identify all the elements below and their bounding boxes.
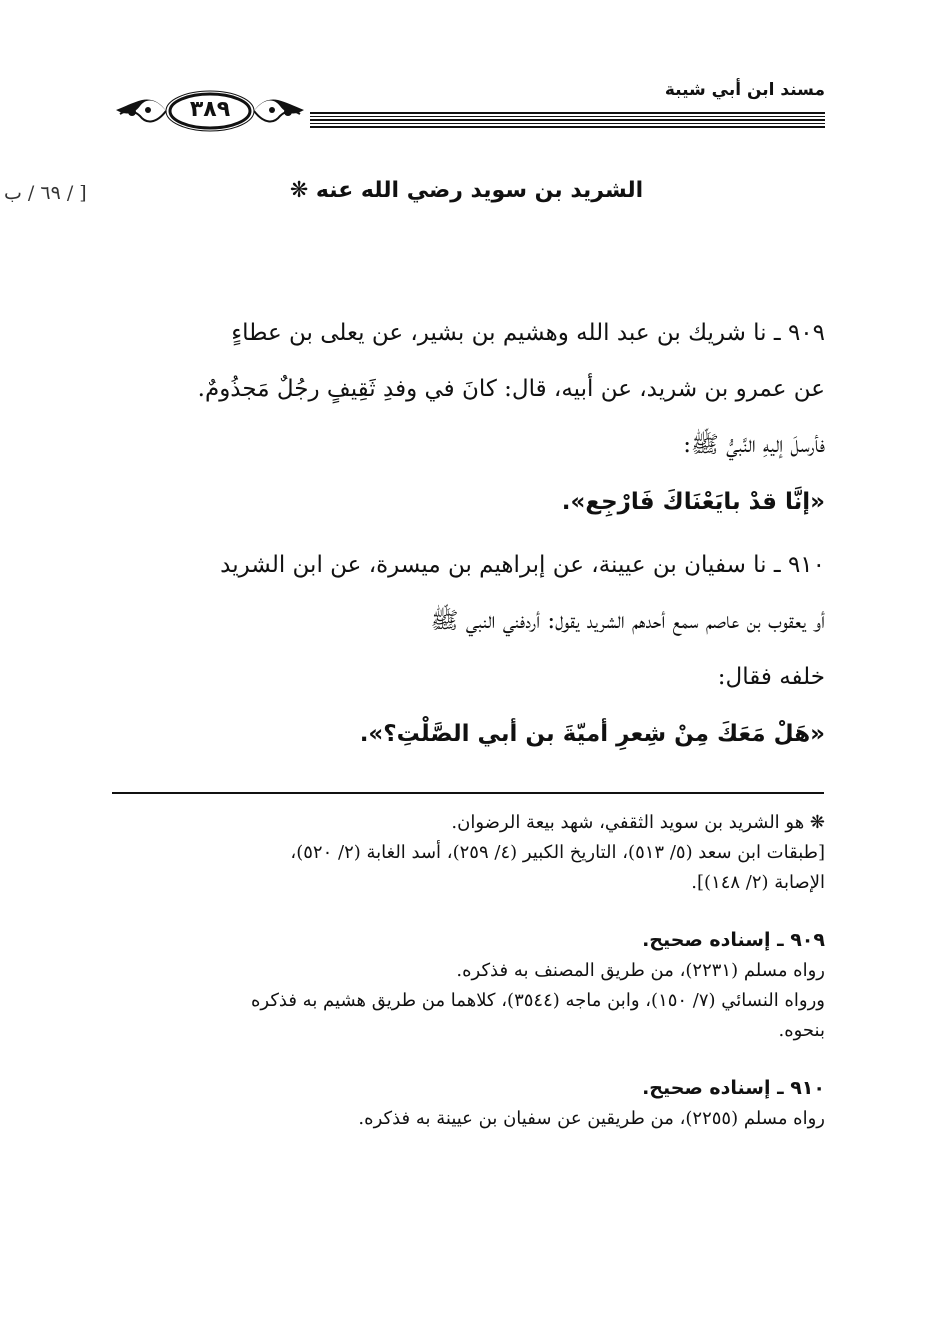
hadith-909-prophetic-quote: «إنَّا قدْ بايَعْنَاكَ فَارْجِع». (561, 489, 825, 515)
hadith-910-line-1: ٩١٠ ـ نا سفيان بن عيينة، عن إبراهيم بن ميسرة، عن ابن الشريد (220, 552, 825, 578)
hadith-910-line-3: خلفه فقال: (717, 664, 825, 690)
footnotes (112, 808, 825, 1134)
hadith-909-line-2: عن عمرو بن شريد، عن أبيه، قال: كانَ في وفدِ ثَقِيفٍ رجُلٌ مَجذُومٌ. (197, 376, 825, 402)
manuscript-folio-reference: [ / ٦٩ / ب (4, 182, 87, 204)
note-910-line-1: رواه مسلم (٢٢٥٥)، من طريقين عن سفيان بن عيينة به فذكره. (358, 1108, 825, 1129)
hadith-910-line-2: أو يعقوب بن عاصم سمع أحدهم الشريد يقول: أردفني النبي ﷺ (430, 608, 825, 634)
page-number: ٣٨٩ (189, 96, 231, 122)
biography-note-line-2: [طبقات ابن سعد (٥/ ٥١٣)، التاريخ الكبير (٤/ ٢٥٩)، أسد الغابة (٢/ ٥٢٠)، (290, 842, 825, 863)
note-909-line-1: رواه مسلم (٢٢٣١)، من طريق المصنف به فذكره. (456, 960, 825, 981)
section-title: الشريد بن سويد رضي الله عنه ❋ (289, 178, 644, 203)
note-909-line-3: بنحوه. (778, 1020, 825, 1041)
hadith-body (112, 305, 825, 763)
note-909-line-2: ورواه النسائي (٧/ ١٥٠)، وابن ماجه (٣٥٤٤)، كلاهما من طريق هشيم به فذكره (250, 990, 825, 1011)
hadith-909-line-3: فأرسلَ إليهِ النَّبيُّ ﷺ: (683, 432, 825, 458)
running-header-title: مسند ابن أبي شيبة (664, 80, 825, 100)
biography-note-line-3: الإصابة (٢/ ١٤٨)]. (691, 872, 825, 893)
biography-note-line-1: ❋ هو الشريد بن سويد الثقفي، شهد بيعة الرضوان. (451, 812, 825, 833)
note-909-heading: ٩٠٩ ـ إسناده صحيح. (642, 929, 825, 951)
note-910-heading: ٩١٠ ـ إسناده صحيح. (642, 1077, 825, 1099)
footnote-separator (112, 792, 824, 794)
hadith-910-prophetic-quote: «هَلْ مَعَكَ مِنْ شِعرِ أميّةَ بن أبي الصَّلْتِ؟». (359, 721, 825, 747)
hadith-909-line-1: ٩٠٩ ـ نا شريك بن عبد الله وهشيم بن بشير، عن يعلى بن عطاءٍ (231, 320, 825, 346)
header-rules (310, 112, 825, 128)
